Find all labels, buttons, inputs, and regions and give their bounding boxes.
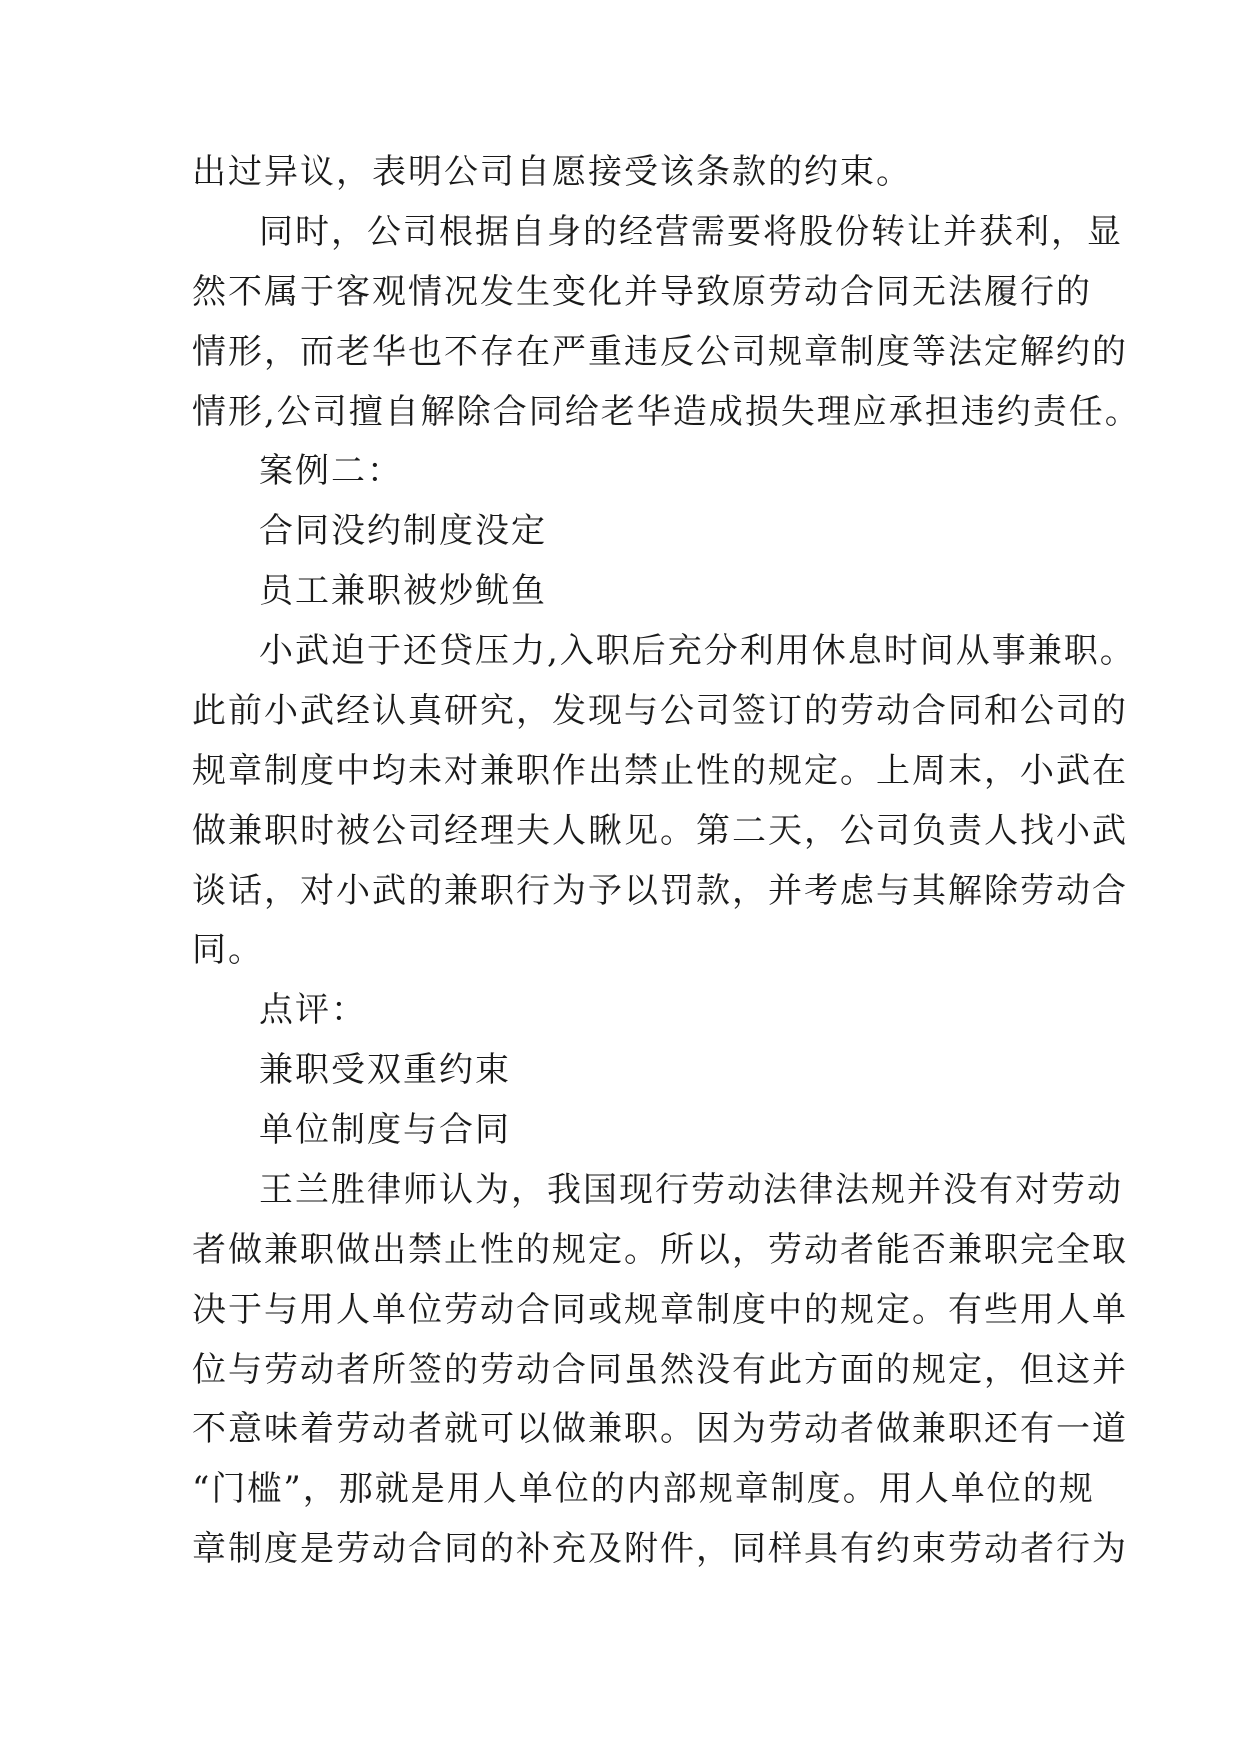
text-line: 兼职受双重约束: [259, 1050, 511, 1090]
text-line: 规章制度中均未对兼职作出禁止性的规定。上周末，小武在: [192, 751, 1128, 791]
text-line: 位与劳动者所签的劳动合同虽然没有此方面的规定，但这并: [192, 1350, 1128, 1390]
text-line: 单位制度与合同: [259, 1110, 511, 1150]
text-line: 小武迫于还贷压力,入职后充分利用休息时间从事兼职。: [259, 631, 1136, 671]
text-line: 章制度是劳动合同的补充及附件，同样具有约束劳动者行为: [192, 1529, 1128, 1569]
text-line: 决于与用人单位劳动合同或规章制度中的规定。有些用人单: [192, 1290, 1128, 1330]
text-line: 出过异议，表明公司自愿接受该条款的约束。: [192, 152, 912, 192]
text-line: 谈话，对小武的兼职行为予以罚款，并考虑与其解除劳动合: [192, 871, 1128, 911]
text-line: 情形，而老华也不存在严重违反公司规章制度等法定解约的: [192, 332, 1128, 372]
text-line: 不意味着劳动者就可以做兼职。因为劳动者做兼职还有一道: [192, 1409, 1128, 1449]
text-line: 员工兼职被炒鱿鱼: [259, 571, 547, 611]
text-line: 点评：: [259, 990, 367, 1030]
text-line: 同。: [192, 930, 264, 970]
text-line: 此前小武经认真研究，发现与公司签订的劳动合同和公司的: [192, 691, 1128, 731]
text-line: 同时，公司根据自身的经营需要将股份转让并获利，显: [259, 212, 1123, 252]
text-line: 然不属于客观情况发生变化并导致原劳动合同无法履行的: [192, 272, 1092, 312]
text-line: “门槛”，那就是用人单位的内部规章制度。用人单位的规: [192, 1469, 1095, 1509]
text-line: 案例二：: [259, 451, 403, 491]
text-line: 做兼职时被公司经理夫人瞅见。第二天，公司负责人找小武: [192, 811, 1128, 851]
text-line: 情形,公司擅自解除合同给老华造成损失理应承担违约责任。: [192, 392, 1141, 432]
text-line: 者做兼职做出禁止性的规定。所以，劳动者能否兼职完全取: [192, 1230, 1128, 1270]
text-line: 合同没约制度没定: [259, 511, 547, 551]
text-line: 王兰胜律师认为，我国现行劳动法律法规并没有对劳动: [259, 1170, 1123, 1210]
